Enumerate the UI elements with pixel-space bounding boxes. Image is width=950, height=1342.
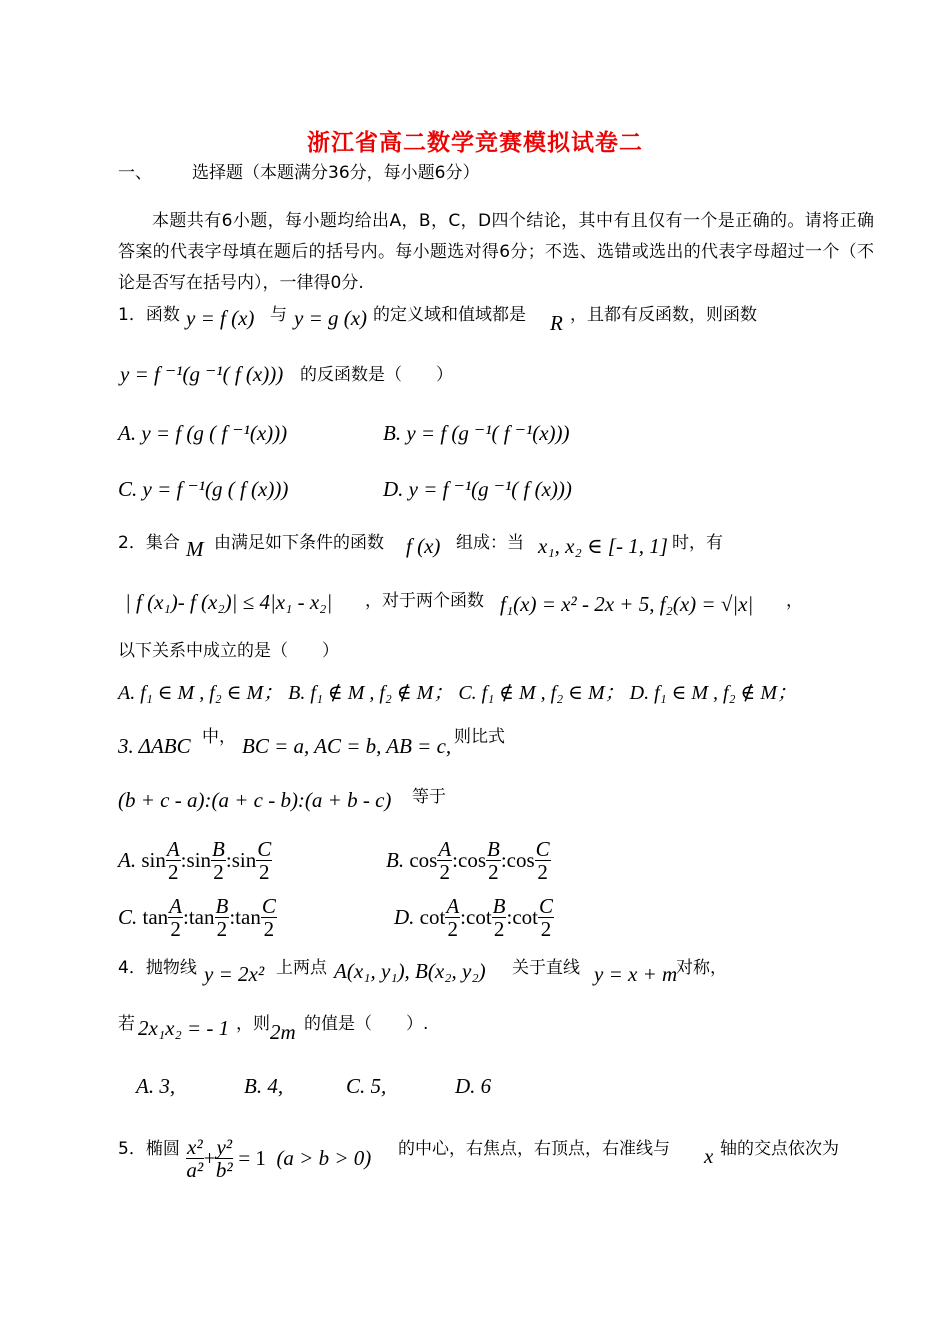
q4-text4: ，则 (236, 1014, 270, 1034)
frac-x: $\frac{\text{x²}}{\text{a²}}$ (186, 1134, 204, 1182)
q4-text2: 关于直线 (512, 958, 580, 978)
q3-option-b: B. cos $\frac{A}{2}$ : cos $\frac{B}{2}$ : cos $\frac{C}{2}$ (386, 836, 550, 884)
q5-number: 5．椭圆 (118, 1139, 180, 1159)
q2-text1: 由满足如下条件的函数 (214, 533, 384, 553)
frac: $\frac{B}{2}$ (215, 893, 229, 941)
q3-ratio-expr: (b + c - a):(a + c - b):(a + b - c) (118, 788, 392, 812)
q2-options: A. f₁ ∈ M , f₂ ∈ M； B. f₁ ∉ M , f₂ ∉ M； C. f₁ ∉ M , f₂ ∈ M； D. f₁ ∈ M , f₂ ∉ M； (118, 682, 798, 704)
q2-condition: x₁, x₂ ∈ [- 1, 1] (538, 534, 668, 558)
q3-a-label: A. (118, 847, 137, 872)
q3-sides: BC = a, AC = b, AB = c, (242, 734, 452, 758)
q3-d-label: D. (394, 904, 415, 929)
q3-b-label: B. (386, 847, 405, 872)
frac: $\frac{B}{2}$ (212, 836, 225, 884)
q4-value: 2m (270, 1020, 296, 1044)
frac: $\frac{B}{2}$ (492, 893, 506, 941)
q2-question: 以下关系中成立的是（ ） (118, 641, 339, 661)
page-title: 浙江省高二数学竞赛模拟试卷二 (307, 130, 643, 156)
q1-number: 1．函数 (118, 305, 180, 325)
fn: sin (141, 847, 166, 872)
q3-zhong: 中， (202, 727, 236, 747)
q1-option-b: B. y = f (g ⁻¹( f ⁻¹(x))) (383, 421, 570, 445)
frac: $\frac{C}{2}$ (535, 836, 550, 884)
q4-text1: 上两点 (276, 958, 327, 978)
q4-line: y = x + m (594, 962, 678, 986)
q4-option-b: B. 4, (244, 1074, 284, 1098)
q5-ellipse-equation: $\frac{\text{x²}}{\text{a²}}$ + $\frac{\text{y²}}{\text{b²}}$ = 1 (a > b > 0) (186, 1134, 372, 1182)
q2-text3: 时，有 (672, 533, 723, 553)
intro-paragraph: 本题共有6小题，每小题均给出A，B，C，D四个结论，其中有且仅有一个是正确的。请将正确答案的代表字母填在题后的括号内。每小题选对得6分；不选、选错或选出的代表字母超过一个（不论是否写在括号内），一律得0分. (118, 211, 874, 293)
q3-option-d: D. cot $\frac{A}{2}$ : cot $\frac{B}{2}$ : cot $\frac{C}{2}$ (394, 893, 553, 941)
q2-M: M (186, 537, 204, 561)
q3-ratio-label: 则比式 (454, 727, 505, 747)
q1-option-c: C. y = f ⁻¹(g ( f (x))) (118, 477, 289, 501)
q1-option-d: D. y = f ⁻¹(g ⁻¹( f (x))) (383, 477, 572, 501)
q1-function-expr: y = f ⁻¹(g ⁻¹( f (x))) (120, 362, 284, 386)
q2-functions: f₁(x) = x² - 2x + 5, f₂(x) = √|x| (500, 592, 754, 616)
frac-y: $\frac{\text{y²}}{\text{b²}}$ (215, 1134, 233, 1182)
q2-inequality: | f (x₁)- f (x₂)| ≤ 4|x₁ - x₂| (125, 590, 333, 614)
q2-number: 2．集合 (118, 533, 180, 553)
q2-text5: ， (786, 591, 803, 611)
q3-number: 3. ΔABC (118, 734, 191, 758)
frac: $\frac{A}{2}$ (166, 836, 180, 884)
q4-ruo: 若 (118, 1014, 135, 1034)
q2-text2: 组成：当 (456, 533, 524, 553)
q3-c-label: C. (118, 904, 138, 929)
section-number: 一、 (118, 163, 152, 183)
q4-option-a: A. 3, (136, 1074, 176, 1098)
frac: $\frac{B}{2}$ (487, 836, 500, 884)
q1-question: 的反函数是（ ） (300, 365, 453, 385)
q1-option-a: A. y = f (g ( f ⁻¹(x))) (118, 421, 288, 445)
q4-option-d: D. 6 (455, 1074, 492, 1098)
q1-mid-text: 的定义域和值域都是 (373, 305, 526, 325)
frac: $\frac{A}{2}$ (169, 893, 182, 941)
q4-text3: 对称， (676, 958, 727, 978)
frac: $\frac{C}{2}$ (538, 893, 553, 941)
q1-and: 与 (270, 305, 287, 325)
frac: $\frac{C}{2}$ (257, 836, 272, 884)
q4-curve: y = 2x² (204, 962, 265, 986)
frac: $\frac{A}{2}$ (446, 893, 460, 941)
q2-text4: ，对于两个函数 (365, 591, 484, 611)
q1-R: R (550, 311, 563, 335)
q3-option-c: C. tan $\frac{A}{2}$ : tan $\frac{B}{2}$ : tan $\frac{C}{2}$ (118, 893, 276, 941)
q3-equals: 等于 (412, 787, 446, 807)
q4-option-c: C. 5, (346, 1074, 387, 1098)
q4-question: 的值是（ ）. (304, 1014, 429, 1034)
q5-text1: 的中心，右焦点，右顶点，右准线与 (398, 1139, 670, 1159)
q5-x: x (704, 1144, 714, 1168)
q1-g-expr: y = g (x) (294, 306, 368, 330)
q3-option-a: A. sin $\frac{A}{2}$ : sin $\frac{B}{2}$ : sin $\frac{C}{2}$ (118, 836, 272, 884)
frac: $\frac{A}{2}$ (438, 836, 452, 884)
q5-text2: 轴的交点依次为 (720, 1139, 839, 1159)
q4-number: 4．抛物线 (118, 958, 197, 978)
q2-fx: f (x) (406, 534, 441, 558)
q1-f-expr: y = f (x) (186, 306, 255, 330)
q4-points: A(x₁, y₁), B(x₂, y₂) (334, 959, 486, 983)
q4-condition: 2x₁x₂ = - 1 (138, 1016, 230, 1040)
q1-tail-text: ，且都有反函数，则函数 (570, 305, 757, 325)
section-heading: 选择题（本题满分36分，每小题6分） (192, 163, 480, 183)
frac: $\frac{C}{2}$ (261, 893, 276, 941)
